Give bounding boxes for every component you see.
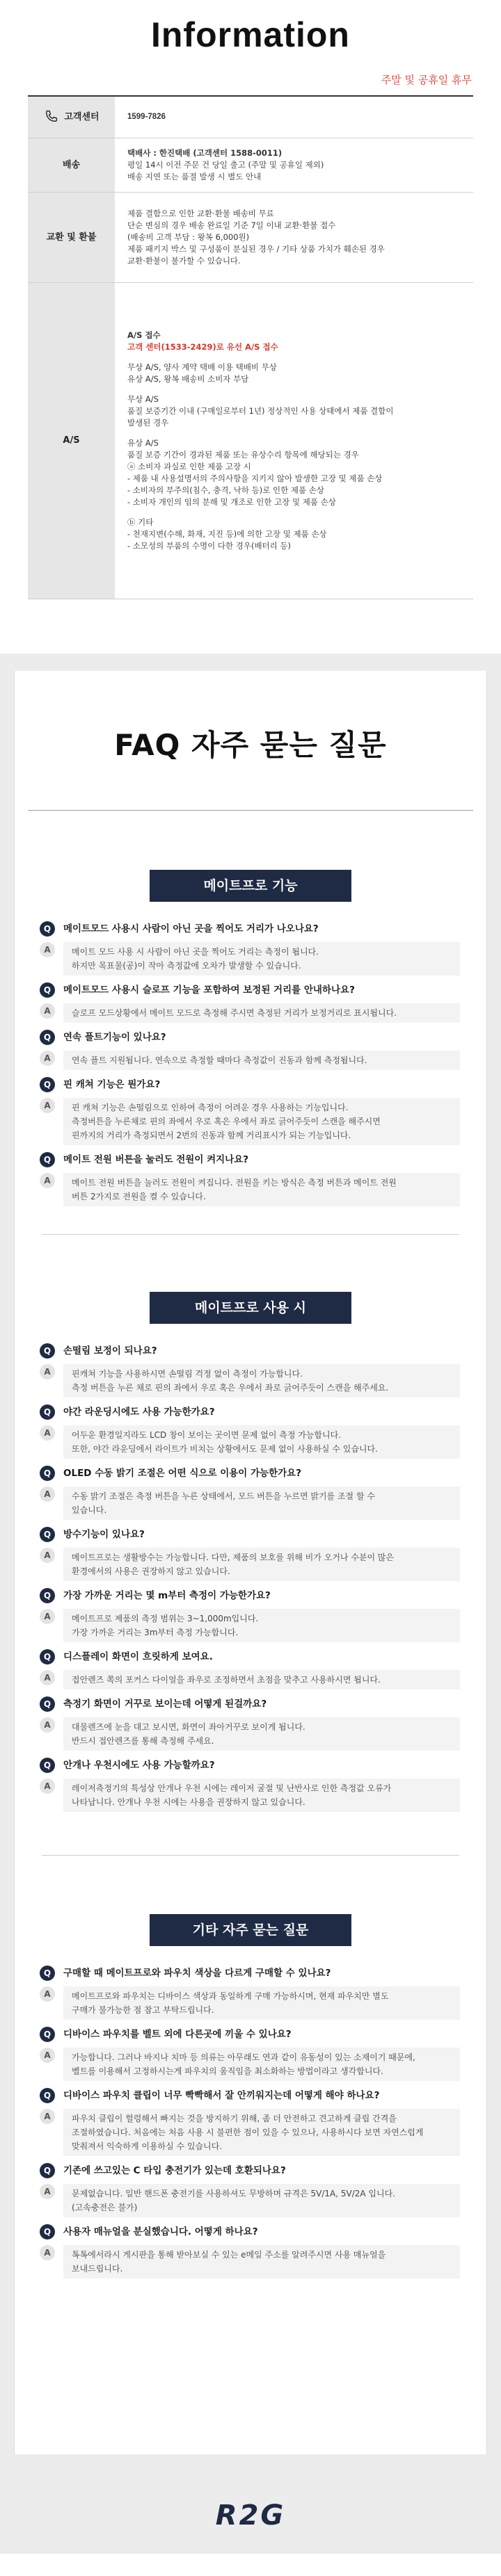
faq-item[interactable]	[40, 1343, 460, 1398]
answer-badge: A	[40, 2109, 55, 2124]
as-label: A/S	[28, 282, 115, 599]
answer-line: 메이트프로 제품의 측정 범위는 3~1,000m입니다.	[72, 1614, 259, 1623]
question-badge: Q	[40, 1077, 55, 1092]
answer-box	[63, 1779, 460, 1812]
divider	[42, 1234, 459, 1235]
answer-badge: A	[40, 1670, 55, 1685]
faq-item[interactable]	[40, 982, 460, 1023]
answer-box	[63, 1098, 460, 1145]
faq-item[interactable]	[40, 1466, 460, 1520]
answer-badge: A	[40, 1364, 55, 1379]
answer-box	[63, 1003, 460, 1023]
faq-item[interactable]	[40, 2027, 460, 2081]
as-line: ⓐ 소비자 과실로 인한 제품 고장 시	[127, 461, 251, 471]
answer-badge: A	[40, 2184, 55, 2199]
answer-line: 가장 가까운 거리는 3m부터 측정 가능합니다.	[72, 1628, 239, 1637]
faq-item[interactable]	[40, 2163, 460, 2217]
answer-line: 측정 버튼을 누른 채로 핀의 좌에서 우로 혹은 우에서 좌로 긁어주듯이 스캔을 해주세요.	[72, 1383, 389, 1393]
as-line: - 제품 내 사용설명서의 주의사항을 지키지 않아 발생한 고장 및 제품 손상	[127, 473, 383, 483]
answer-badge: A	[40, 1003, 55, 1019]
question-badge: Q	[40, 1527, 55, 1542]
question-text: 손떨림 보정이 되나요?	[63, 1345, 157, 1356]
exchange-line: 제품 패키지 박스 및 구성품이 분실된 경우 / 기타 상품 가치가 훼손된 경우	[127, 243, 385, 254]
faq-item[interactable]	[40, 1404, 460, 1459]
as-heading: A/S 접수	[127, 330, 161, 340]
question-text: 안개나 우천시에도 사용 가능할까요?	[63, 1760, 215, 1771]
question-text: 디스플레이 화면이 흐릿하게 보여요.	[63, 1651, 213, 1662]
as-line: 품질 보증기간 이내 (구매일로부터 1년) 정상적인 사용 상태에서 제품 결함이	[127, 405, 394, 416]
question-badge: Q	[40, 1758, 55, 1773]
as-row	[28, 282, 473, 599]
shipping-carrier: 택배사 : 한진택배 (고객센터 1588-0011)	[127, 147, 283, 158]
as-line: 유상 A/S, 왕복 배송비 소비자 부담	[127, 373, 249, 384]
question-badge: Q	[40, 1649, 55, 1664]
exchange-row	[28, 192, 473, 282]
as-line: 품질 보증 기간이 경과된 제품 또는 유상수리 항목에 해당되는 경우	[127, 449, 359, 460]
question-badge: Q	[40, 1030, 55, 1045]
question-text: 가장 가까운 거리는 몇 m부터 측정이 가능한가요?	[63, 1590, 271, 1601]
answer-line: 핀까지의 거리가 측정되면서 2번의 진동과 함께 거리표시가 되는 기능입니다.	[72, 1131, 351, 1140]
faq-item[interactable]	[40, 1966, 460, 2020]
as-line: - 소모성의 부품의 수명이 다한 경우(배터리 등)	[127, 540, 292, 551]
answer-badge: A	[40, 1173, 55, 1188]
question-badge: Q	[40, 921, 55, 937]
answer-badge: A	[40, 1717, 55, 1733]
faq-item[interactable]	[40, 1588, 460, 1642]
answer-line: 대물렌즈에 눈을 대고 보시면, 화면이 좌아거꾸로 보이게 됩니다.	[72, 1722, 305, 1732]
answer-box	[63, 2245, 460, 2278]
as-line: 무상 A/S, 양사 계약 택배 이용 택배비 무상	[127, 362, 277, 372]
answer-line: 벨트를 이용해서 고정하시는게 파우치의 움직임을 최소화하는 방법이라고 생각합니다.	[72, 2066, 383, 2076]
answer-box	[63, 2184, 460, 2217]
answer-badge: A	[40, 942, 55, 957]
answer-line: 연속 플트 지원됩니다. 연속으로 측정할 때마다 측정값이 진동과 함께 측정됩니다.	[72, 1055, 367, 1065]
question-text: 메이트모드 사용시 사람이 아닌 곳을 찍어도 거리가 나오나요?	[63, 923, 319, 934]
question-badge: Q	[40, 982, 55, 998]
question-text: 디바이스 파우치를 벨트 외에 다른곳에 끼울 수 있나요?	[63, 2029, 292, 2040]
as-line: 발생된 경우	[127, 417, 169, 428]
as-paid-title: 유상 A/S	[127, 437, 159, 448]
question-text: 디바이스 파우치 클립이 너무 빡빡해서 잘 안끼워지는데 어떻게 해야 하나요?	[63, 2090, 380, 2101]
answer-line: 구매가 불가능한 점 참고 부탁드립니다.	[72, 2005, 214, 2015]
question-badge: Q	[40, 1343, 55, 1359]
answer-badge: A	[40, 1098, 55, 1113]
answer-line: 측정버튼을 누른채로 핀의 좌에서 우로 혹은 우에서 좌로 긁어주듯이 스캔을 해주시면	[72, 1117, 381, 1126]
divider	[28, 810, 473, 811]
answer-box	[63, 1986, 460, 2020]
answer-line: 맞춰져서 익숙하게 이용하실 수 있습니다.	[72, 2141, 223, 2151]
answer-badge: A	[40, 1051, 55, 1066]
category-pill: 메이트프로 기능	[150, 870, 351, 902]
faq-item[interactable]	[40, 1527, 460, 1581]
answer-badge: A	[40, 1487, 55, 1502]
faq-category-mate-pro-usage	[15, 1292, 486, 1812]
footer	[14, 2454, 487, 2576]
phone-icon	[43, 108, 60, 125]
answer-line: 환경에서의 사용은 권장하지 않고 있습니다.	[72, 1566, 230, 1576]
answer-line: 나타납니다. 안개나 우천 시에는 사용을 권장하지 않고 있습니다.	[72, 1797, 305, 1807]
answer-box	[63, 1717, 460, 1751]
faq-item[interactable]	[40, 1152, 460, 1206]
faq-category-other	[15, 1914, 486, 2278]
answer-box	[63, 1173, 460, 1206]
question-badge: Q	[40, 2027, 55, 2042]
qa-list	[15, 1343, 486, 1812]
answer-box	[63, 1425, 460, 1459]
answer-box	[63, 1670, 460, 1690]
faq-category-mate-pro-features	[15, 870, 486, 1206]
question-text: 기존에 쓰고있는 C 타입 충전기가 있는데 호환되나요?	[63, 2165, 286, 2176]
answer-badge: A	[40, 1609, 55, 1624]
customer-center-row	[28, 96, 473, 138]
faq-section	[0, 654, 501, 2554]
holiday-notice: 주말 및 공휴일 휴무	[381, 74, 472, 86]
answer-line: 톡톡에서라시 게시판을 통해 받아보실 수 있는 e메일 주소를 알려주시면 사용 매뉴얼을	[72, 2250, 386, 2260]
answer-line: 가능합니다. 그러나 바지나 치마 등 의류는 아무래도 연과 같이 유동성이 있는 소재이기 때문에,	[72, 2052, 415, 2062]
answer-line: 메이트 모드 사용 시 사람이 아닌 곳을 찍어도 거리는 측정이 됩니다.	[72, 947, 319, 957]
as-line: - 소비자의 부주의(침수, 충격, 낙하 등)로 인한 제품 손상	[127, 485, 324, 495]
answer-line: 핀캐쳐 기능을 사용하시면 손떨림 걱정 없이 측정이 가능합니다.	[72, 1369, 303, 1379]
question-text: 핀 캐쳐 기능은 뭔가요?	[63, 1079, 161, 1090]
answer-box	[63, 1051, 460, 1070]
answer-line: 보내드립니다.	[72, 2264, 123, 2274]
question-text: 구매할 때 메이트프로와 파우치 색상을 다르게 구매할 수 있나요?	[63, 1968, 331, 1979]
exchange-line: 단순 변심의 경우 배송 완료일 기준 7일 이내 교환·환불 접수	[127, 220, 336, 230]
faq-item[interactable]	[40, 1077, 460, 1145]
question-text: 연속 플트기능이 있나요?	[63, 1032, 166, 1043]
answer-line: 조절하였습니다. 처음에는 처음 사용 시 불편한 점이 있을 수 있으나, 사용하시다 보면 자연스럽게	[72, 2128, 424, 2137]
answer-line: 레이저측정기의 특성상 안개나 우천 시에는 레이저 굴절 및 난반사로 인한 측정값 오류가	[72, 1783, 392, 1793]
information-table	[28, 95, 473, 599]
as-line: - 천재지변(수해, 화재, 지진 등)에 의한 고장 및 제품 손상	[127, 528, 327, 539]
answer-line: 어두운 환경일지라도 LCD 창이 보이는 곳이면 문제 없이 측정 가능합니다.	[72, 1430, 342, 1440]
faq-item[interactable]	[40, 1649, 460, 1690]
question-text: 측정기 화면이 거꾸로 보이는데 어떻게 된걸까요?	[63, 1699, 267, 1710]
answer-line: (고속충전은 불가)	[72, 2203, 138, 2212]
faq-card	[14, 671, 487, 2454]
question-badge: Q	[40, 1696, 55, 1712]
answer-line: 메이트프로와 파우치는 디바이스 색상과 동일하게 구매 가능하시며, 현재 파우치만 별도	[72, 1991, 389, 2001]
question-text: 메이트 전원 버튼을 눌러도 전원이 켜지나요?	[63, 1154, 249, 1165]
question-text: 야간 라운딩시에도 사용 가능한가요?	[63, 1407, 215, 1418]
question-badge: Q	[40, 2088, 55, 2103]
answer-line: 핀 캐쳐 기능은 손떨림으로 인하여 측정이 어려운 경우 사용하는 기능입니다.	[72, 1103, 349, 1112]
answer-badge: A	[40, 2048, 55, 2063]
answer-badge: A	[40, 1986, 55, 2002]
category-pill: 메이트프로 사용 시	[150, 1292, 351, 1324]
shipping-row	[28, 138, 473, 192]
answer-box	[63, 1548, 460, 1581]
qa-list	[15, 1966, 486, 2278]
answer-box	[63, 1609, 460, 1642]
answer-box	[63, 2048, 460, 2081]
answer-badge: A	[40, 1548, 55, 1563]
brand-logo: R2G	[215, 2499, 286, 2532]
faq-item[interactable]	[40, 1758, 460, 1812]
faq-item[interactable]	[40, 1696, 460, 1751]
exchange-line: (배송비 고객 부담 : 왕복 6,000원)	[127, 232, 250, 242]
exchange-line: 교환·환불이 불가할 수 있습니다.	[127, 255, 241, 266]
answer-line: 접안렌즈 쪽의 포커스 다이얼을 좌우로 조정하면서 초점을 맞추고 사용하시면 됩니다.	[72, 1675, 381, 1685]
divider	[42, 1855, 459, 1856]
answer-line: 문제없습니다. 일반 핸드폰 충전기를 사용하셔도 무방하며 규격은 5V/1A, 5V/2A 입니다.	[72, 2189, 395, 2198]
qa-list	[15, 921, 486, 1206]
answer-line: 메이트 전원 버튼을 눌러도 전원이 켜집니다. 전원을 키는 방식은 측정 버튼과 메이트 전원	[72, 1178, 397, 1188]
question-badge: Q	[40, 2163, 55, 2178]
customer-center-label: 고객센터	[64, 111, 100, 122]
question-text: OLED 수동 밝기 조절은 어떤 식으로 이용이 가능한가요?	[63, 1468, 302, 1479]
question-badge: Q	[40, 1588, 55, 1603]
answer-line: 또한, 야간 라운딩에서 라이트가 비치는 상황에서도 문제 없이 사용하실 수 있습니다.	[72, 1444, 378, 1454]
answer-line: 슬로프 모드상황에서 메이트 모드로 측정해 주시면 측정된 거리가 보정거리로 표시됩니다.	[72, 1008, 397, 1018]
as-etc-title: ⓑ 기타	[127, 517, 154, 527]
as-line: - 소비자 개인의 임의 분해 및 개조로 인한 고장 및 제품 손상	[127, 496, 336, 507]
shipping-line: 배송 지연 또는 품절 발생 시 별도 안내	[127, 171, 262, 181]
exchange-label: 교환 및 환불	[28, 192, 115, 282]
category-pill: 기타 자주 묻는 질문	[150, 1914, 351, 1946]
answer-line: 버튼 2가지로 전원을 켤 수 있습니다.	[72, 1192, 206, 1201]
information-section	[0, 0, 501, 654]
exchange-line: 제품 결함으로 인한 교환·환불 배송비 무료	[127, 208, 274, 218]
question-badge: Q	[40, 2224, 55, 2239]
question-badge: Q	[40, 1152, 55, 1167]
question-badge: Q	[40, 1466, 55, 1481]
answer-box	[63, 2109, 460, 2156]
faq-item[interactable]	[40, 2088, 460, 2156]
answer-badge: A	[40, 1779, 55, 1794]
answer-line: 하지만 목표물(공)이 작아 측정값에 오차가 발생할 수 있습니다.	[72, 961, 301, 971]
answer-badge: A	[40, 2245, 55, 2260]
answer-line: 메이트프로는 생활방수는 가능합니다. 다만, 제품의 보호를 위해 비가 오거나 수분이 많은	[72, 1553, 395, 1562]
question-text: 방수기능이 있나요?	[63, 1529, 145, 1540]
faq-item[interactable]	[40, 2224, 460, 2278]
as-contact: 고객 센터(1533-2429)로 유선 A/S 접수	[127, 341, 278, 352]
answer-line: 있습니다.	[72, 1505, 107, 1515]
shipping-label: 배송	[28, 138, 115, 192]
answer-box	[63, 942, 460, 975]
answer-badge: A	[40, 1425, 55, 1441]
question-text: 사용자 매뉴얼을 분실했습니다. 어떻게 하나요?	[63, 2226, 258, 2237]
as-free-title: 무상 A/S	[127, 394, 159, 404]
answer-box	[63, 1364, 460, 1398]
answer-line: 수동 밝기 조절은 측정 버튼을 누른 상태에서, 모드 버튼을 누르면 밝기를 조절 할 수	[72, 1491, 375, 1501]
shipping-line: 평일 14시 이전 주문 건 당일 출고 (주말 및 공휴일 제외)	[127, 159, 324, 170]
answer-line: 파우치 클립이 헐렁해서 빠지는 것을 방지하기 위해, 좀 더 안전하고 견고하게 클립 간격을	[72, 2114, 397, 2123]
faq-title: FAQ 자주 묻는 질문	[114, 728, 387, 762]
faq-item[interactable]	[40, 921, 460, 975]
answer-box	[63, 1487, 460, 1520]
information-title: Information	[151, 15, 350, 54]
customer-center-number[interactable]: 1599-7826	[115, 96, 473, 138]
question-badge: Q	[40, 1966, 55, 1981]
faq-item[interactable]	[40, 1030, 460, 1070]
answer-line: 반드시 접안렌즈를 통해 측정해 주세요.	[72, 1736, 214, 1746]
question-badge: Q	[40, 1404, 55, 1420]
question-text: 메이트모드 사용시 슬로프 기능을 포함하여 보정된 거리를 안내하나요?	[63, 985, 355, 996]
